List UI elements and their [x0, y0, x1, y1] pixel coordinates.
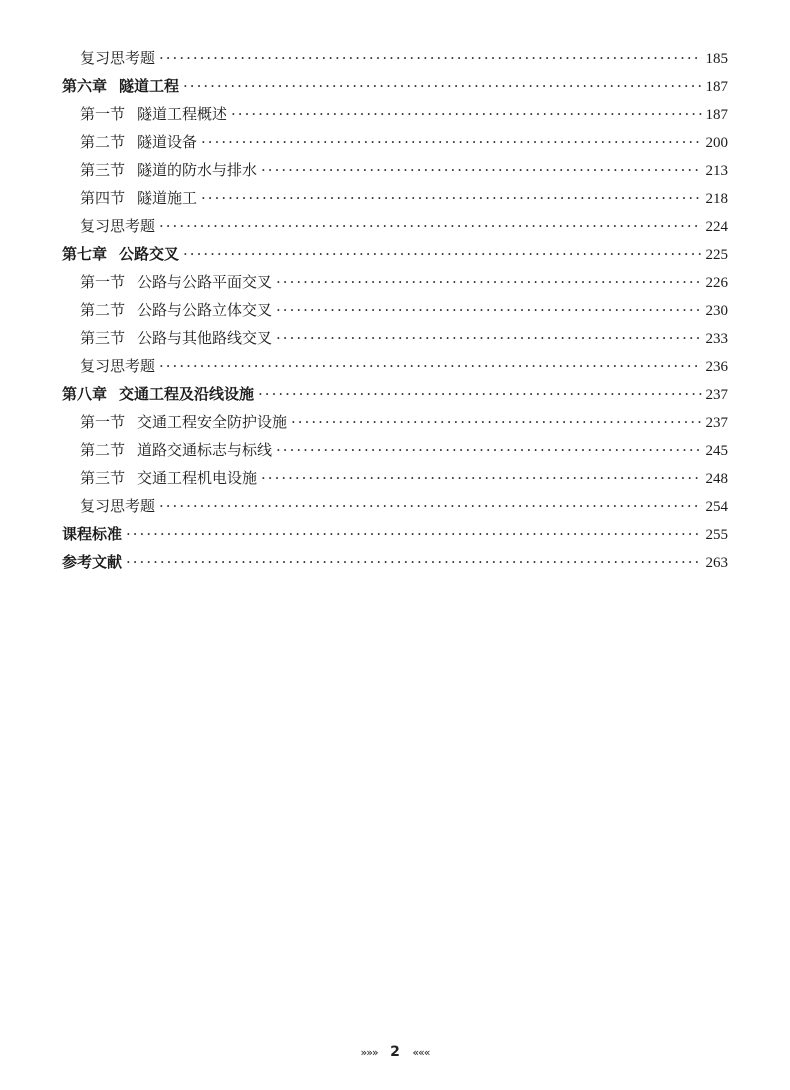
- toc-section-entry[interactable]: [62, 352, 728, 380]
- toc-entry-page: 226: [705, 275, 728, 291]
- toc-entry-number: 第一节: [80, 105, 126, 123]
- toc-entry-number: 第三节: [80, 161, 126, 179]
- toc-entry-number: 第三节: [80, 469, 126, 487]
- toc-entry-title: 交通工程机电设施: [137, 469, 258, 487]
- toc-entry-title: 隧道工程概述: [137, 105, 228, 123]
- toc-section-entry[interactable]: [62, 128, 728, 156]
- toc-entry-title: 隧道的防水与排水: [137, 161, 258, 179]
- toc-section-entry[interactable]: [62, 44, 728, 72]
- toc-section-entry[interactable]: [62, 156, 728, 184]
- toc-dot-leader: [159, 44, 701, 72]
- toc-entry-title: 交通工程及沿线设施: [119, 385, 255, 403]
- toc-section-entry[interactable]: [62, 212, 728, 240]
- toc-dot-leader: [201, 184, 701, 212]
- toc-entry-number: 第二节: [80, 133, 126, 151]
- toc-section-entry[interactable]: [62, 268, 728, 296]
- toc-chapter-entry[interactable]: [62, 520, 728, 548]
- toc-entry-page: 233: [705, 331, 728, 347]
- toc-chapter-entry[interactable]: [62, 548, 728, 576]
- page-footer: [0, 1044, 790, 1060]
- toc-entry-title: 公路与其他路线交叉: [137, 329, 273, 347]
- toc-dot-leader: [183, 72, 701, 100]
- toc-dot-leader: [159, 212, 701, 240]
- toc-entry-title: 参考文献: [62, 553, 123, 571]
- toc-entry-page: 254: [705, 499, 728, 515]
- toc-section-entry[interactable]: [62, 184, 728, 212]
- toc-dot-leader: [126, 520, 701, 548]
- toc-entry-title: 交通工程安全防护设施: [137, 413, 288, 431]
- toc-section-entry[interactable]: [62, 324, 728, 352]
- toc-entry-page: 255: [705, 527, 728, 543]
- toc-dot-leader: [276, 324, 701, 352]
- toc-entry-number: 第三节: [80, 329, 126, 347]
- toc-entry-page: 237: [705, 387, 728, 403]
- toc-entry-title: 公路与公路立体交叉: [137, 301, 273, 319]
- toc-entry-title: 复习思考题: [80, 217, 156, 235]
- toc-chapter-entry[interactable]: [62, 72, 728, 100]
- toc-dot-leader: [159, 352, 701, 380]
- toc-section-entry[interactable]: [62, 100, 728, 128]
- toc-dot-leader: [261, 464, 701, 492]
- toc-dot-leader: [159, 492, 701, 520]
- toc-dot-leader: [126, 548, 701, 576]
- toc-entry-page: 230: [705, 303, 728, 319]
- toc-entry-number: 第四节: [80, 189, 126, 207]
- right-arrows-icon: «««: [412, 1046, 430, 1059]
- toc-dot-leader: [201, 128, 701, 156]
- toc-entry-page: 218: [705, 191, 728, 207]
- toc-chapter-entry[interactable]: [62, 240, 728, 268]
- toc-section-entry[interactable]: [62, 464, 728, 492]
- toc-dot-leader: [183, 240, 701, 268]
- toc-entry-title: 道路交通标志与标线: [137, 441, 273, 459]
- toc-entry-number: 第七章: [62, 245, 108, 263]
- toc-dot-leader: [231, 100, 701, 128]
- toc-entry-number: 第一节: [80, 413, 126, 431]
- toc-entry-page: 200: [705, 135, 728, 151]
- toc-entry-title: 复习思考题: [80, 497, 156, 515]
- toc-dot-leader: [276, 436, 701, 464]
- toc-dot-leader: [258, 380, 701, 408]
- toc-entry-page: 213: [705, 163, 728, 179]
- toc-section-entry[interactable]: [62, 296, 728, 324]
- toc-entry-page: 237: [705, 415, 728, 431]
- toc-entry-title: 复习思考题: [80, 357, 156, 375]
- toc-entry-page: 236: [705, 359, 728, 375]
- toc-entry-title: 隧道工程: [119, 77, 180, 95]
- toc-entry-number: 第二节: [80, 441, 126, 459]
- toc-entry-title: 课程标准: [62, 525, 123, 543]
- toc-entry-number: 第八章: [62, 385, 108, 403]
- toc-entry-title: 隧道施工: [137, 189, 198, 207]
- toc-entry-title: 复习思考题: [80, 49, 156, 67]
- toc-chapter-entry[interactable]: [62, 380, 728, 408]
- toc-entry-title: 公路交叉: [119, 245, 180, 263]
- toc-section-entry[interactable]: [62, 492, 728, 520]
- toc-entry-page: 185: [705, 51, 728, 67]
- toc-entry-title: 公路与公路平面交叉: [137, 273, 273, 291]
- page-number: 2: [390, 1044, 400, 1060]
- toc-entry-page: 245: [705, 443, 728, 459]
- toc-dot-leader: [276, 268, 701, 296]
- toc-entry-page: 187: [705, 107, 728, 123]
- toc-entry-page: 225: [705, 247, 728, 263]
- left-arrows-icon: »»»: [360, 1046, 378, 1059]
- toc-entry-title: 隧道设备: [137, 133, 198, 151]
- toc-dot-leader: [291, 408, 701, 436]
- toc-entry-page: 248: [705, 471, 728, 487]
- table-of-contents: [62, 44, 728, 576]
- toc-entry-number: 第一节: [80, 273, 126, 291]
- toc-dot-leader: [276, 296, 701, 324]
- toc-entry-page: 263: [705, 555, 728, 571]
- toc-entry-number: 第六章: [62, 77, 108, 95]
- toc-entry-number: 第二节: [80, 301, 126, 319]
- toc-entry-page: 187: [705, 79, 728, 95]
- toc-section-entry[interactable]: [62, 436, 728, 464]
- toc-entry-page: 224: [705, 219, 728, 235]
- toc-dot-leader: [261, 156, 701, 184]
- toc-section-entry[interactable]: [62, 408, 728, 436]
